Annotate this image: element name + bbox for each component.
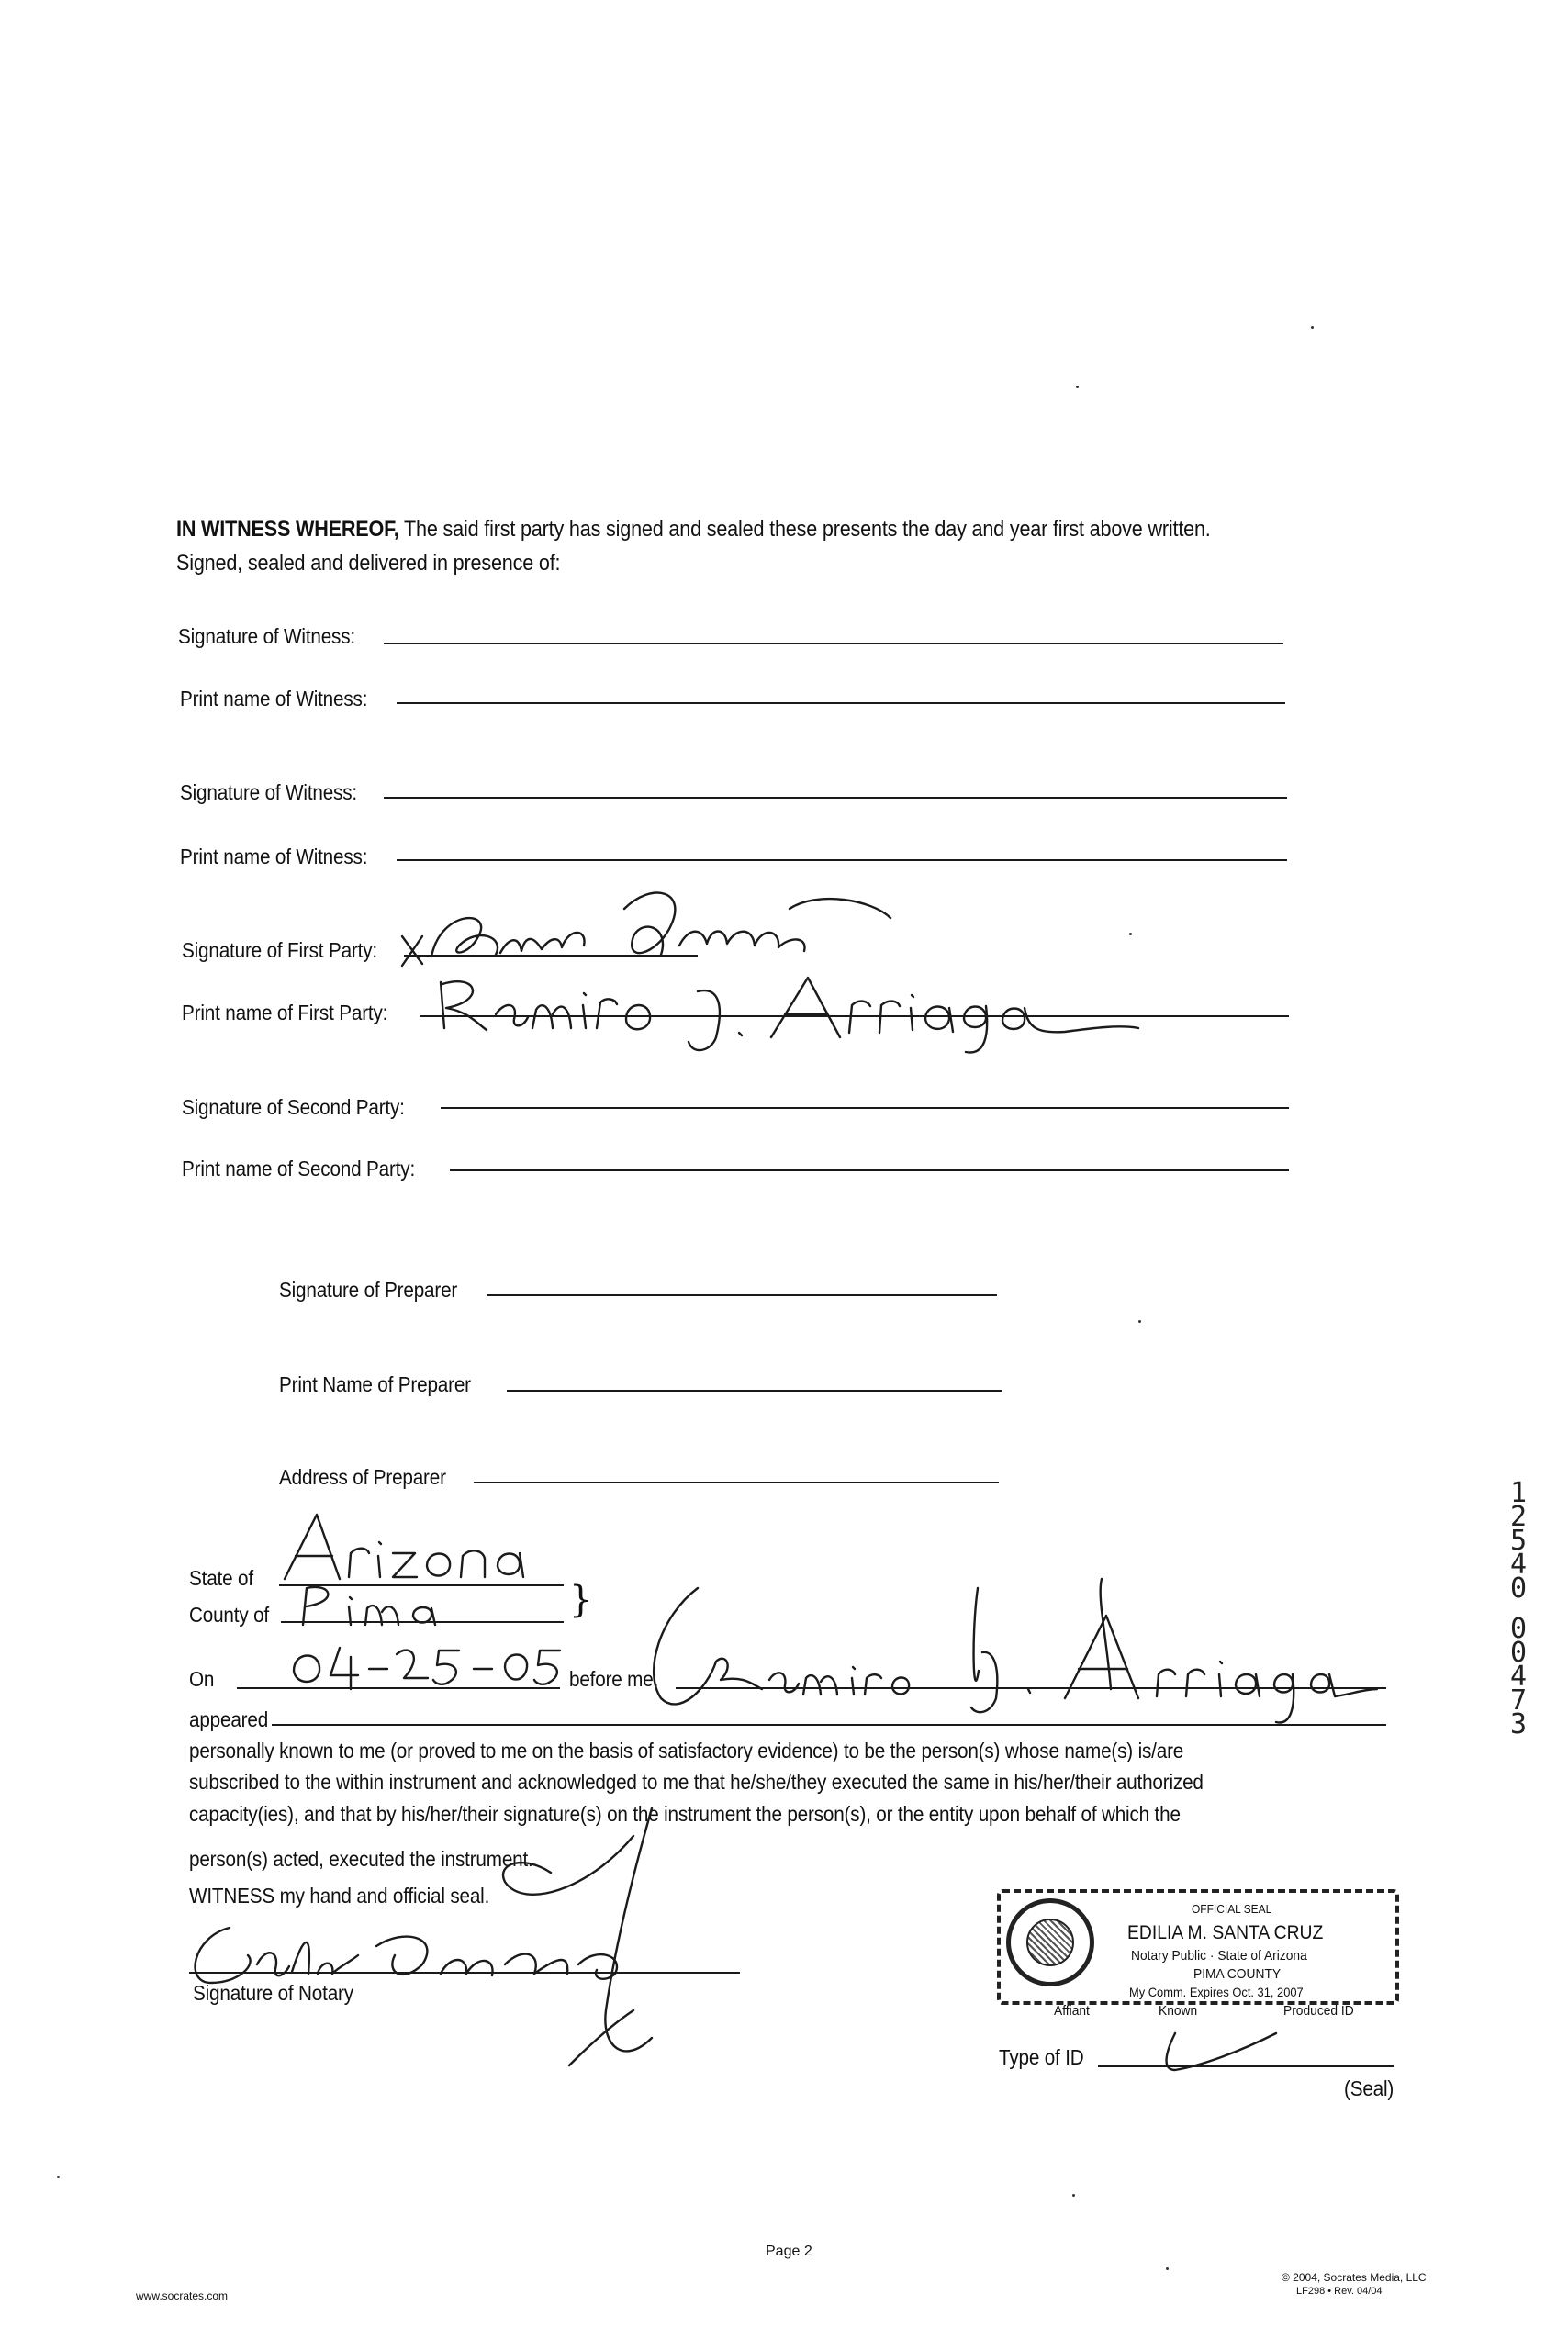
notary-paragraph-line-4: person(s) acted, executed the instrument.	[189, 1847, 533, 1871]
footer-copyright: © 2004, Socrates Media, LLC	[1282, 2271, 1427, 2284]
witness-clause	[176, 517, 1211, 543]
witness-my-hand-label: WITNESS my hand and official seal.	[189, 1884, 490, 1908]
state-of-line[interactable]	[279, 1584, 564, 1586]
scan-speck	[1129, 933, 1132, 935]
produced-id-label: Produced ID	[1283, 2003, 1354, 2019]
scan-speck	[1076, 386, 1079, 388]
print-name-of-preparer-label: Print Name of Preparer	[279, 1372, 471, 1396]
notary-paragraph-line-2: subscribed to the within instrument and acknowledged to me that he/she/they executed the same in his/her/their authorized	[189, 1770, 1204, 1794]
signature-of-preparer-label: Signature of Preparer	[279, 1278, 458, 1302]
witness-clause-text: The said first party has signed and sealed these presents the day and year first above written.	[398, 517, 1211, 542]
print-name-of-witness-2-label: Print name of Witness:	[180, 845, 368, 868]
signature-of-preparer-line[interactable]	[487, 1294, 997, 1296]
scan-speck	[1311, 326, 1314, 329]
signature-of-first-party-label: Signature of First Party:	[182, 938, 377, 962]
print-name-of-second-party-label: Print name of Second Party:	[182, 1157, 416, 1181]
notary-paragraph-line-1: personally known to me (or proved to me on the basis of satisfactory evidence) to be the person(s) whose name(s) is/are	[189, 1739, 1184, 1762]
first-party-printed-name-handwriting	[422, 964, 1157, 1065]
print-name-of-first-party-line[interactable]	[420, 1015, 1289, 1017]
known-label: Known	[1159, 2003, 1198, 2019]
notary-signature-handwriting	[174, 1799, 762, 2075]
seal-county: PIMA COUNTY	[1193, 1966, 1282, 1982]
first-party-signature-handwriting	[395, 872, 909, 1056]
print-name-of-witness-1-label: Print name of Witness:	[180, 687, 368, 711]
arizona-state-seal-emblem-icon	[1026, 1919, 1074, 1966]
scan-speck	[1138, 1320, 1141, 1323]
address-of-preparer-line[interactable]	[474, 1482, 999, 1483]
print-name-of-second-party-line[interactable]	[450, 1169, 1289, 1171]
appeared-label: appeared	[189, 1707, 269, 1731]
county-of-label: County of	[189, 1603, 269, 1627]
witness-clause-line2: Signed, sealed and delivered in presence of:	[176, 551, 561, 576]
seal-notary-public: Notary Public · State of Arizona	[1131, 1948, 1307, 1964]
scan-speck	[1166, 2267, 1169, 2270]
signature-of-second-party-label: Signature of Second Party:	[182, 1095, 405, 1119]
state-county-brace: }	[569, 1579, 593, 1621]
appeared-line[interactable]	[272, 1724, 1386, 1726]
signature-of-first-party-line[interactable]	[404, 955, 698, 957]
notary-signature-line[interactable]	[189, 1972, 740, 1974]
signature-of-witness-1-line[interactable]	[384, 643, 1283, 644]
date-line[interactable]	[237, 1687, 560, 1689]
type-of-id-label: Type of ID	[999, 2045, 1084, 2069]
witness-clause-lead: IN WITNESS WHEREOF,	[176, 517, 399, 542]
type-of-id-line[interactable]	[1098, 2065, 1394, 2067]
signature-of-witness-1-label: Signature of Witness:	[178, 624, 355, 648]
seal-expiration: My Comm. Expires Oct. 31, 2007	[1129, 1985, 1304, 1999]
county-handwriting-pima	[294, 1579, 496, 1634]
page-number: Page 2	[766, 2244, 812, 2259]
footer-form-code: LF298 • Rev. 04/04	[1296, 2286, 1383, 2297]
print-name-of-witness-1-line[interactable]	[397, 702, 1285, 704]
print-name-of-first-party-label: Print name of First Party:	[182, 1001, 388, 1024]
appeared-name-handwriting	[624, 1561, 1395, 1735]
county-of-line[interactable]	[281, 1621, 564, 1623]
signature-of-witness-2-line[interactable]	[384, 797, 1287, 799]
known-checkmark-handwriting	[1129, 2015, 1331, 2079]
scan-speck	[57, 2176, 60, 2178]
address-of-preparer-label: Address of Preparer	[279, 1465, 446, 1489]
signature-of-second-party-line[interactable]	[441, 1107, 1289, 1109]
print-name-of-preparer-line[interactable]	[507, 1390, 1002, 1392]
before-me-line[interactable]	[676, 1687, 1386, 1689]
signature-of-notary-label: Signature of Notary	[193, 1981, 353, 2005]
before-me-label: before me,	[569, 1667, 659, 1691]
seal-title: OFFICIAL SEAL	[1192, 1902, 1272, 1916]
affiant-label: Affiant	[1054, 2003, 1090, 2019]
recording-number-page: 00473	[1509, 1613, 1528, 1740]
notary-paragraph-line-3: capacity(ies), and that by his/her/their signature(s) on the instrument the person(s), or the entity upon behalf of which the	[189, 1802, 1181, 1826]
recording-number-stamp	[1509, 1477, 1531, 1740]
state-of-label: State of	[189, 1566, 253, 1590]
on-label: On	[189, 1667, 215, 1691]
seal-notary-name: EDILIA M. SANTA CRUZ	[1127, 1922, 1324, 1943]
print-name-of-witness-2-line[interactable]	[397, 859, 1287, 861]
scan-speck	[1072, 2194, 1075, 2197]
recording-number-book: 12540	[1509, 1477, 1528, 1605]
footer-website: www.socrates.com	[136, 2289, 229, 2302]
state-handwriting-arizona	[275, 1505, 569, 1588]
seal-label: (Seal)	[1344, 2076, 1394, 2100]
signature-of-witness-2-label: Signature of Witness:	[180, 780, 357, 804]
